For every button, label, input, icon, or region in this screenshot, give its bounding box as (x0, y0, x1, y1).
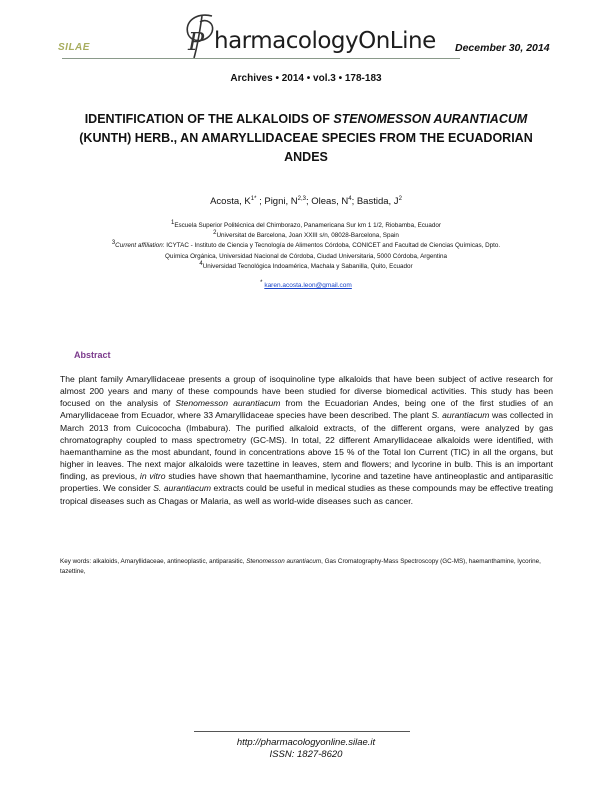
title-species: STENOMESSON AURANTIACUM (333, 112, 528, 126)
author-list (0, 196, 612, 207)
paper-title (70, 110, 542, 167)
journal-header (0, 0, 612, 68)
correspondence-mark: * (260, 279, 263, 286)
affiliation: $^1$Escuela Superior Politécnica del Chimborazo, Panamericana Sur km 1 1/2, Riobamba, Ecuador (170, 219, 442, 229)
silae-logo: SILAE (58, 42, 90, 53)
affiliation: $^4$Universidad Tecnológica Indoamérica, Machala y Sabanilla, Quito, Ecuador (199, 260, 413, 270)
title-text-1: IDENTIFICATION OF THE ALKALOIDS OF (84, 112, 334, 126)
footer-url[interactable]: http://pharmacologyonline.silae.it (236, 737, 376, 748)
correspondence (0, 279, 612, 289)
title-text-2: (KUNTH) HERB., AN AMARYLLIDACEAE SPECIES FROM THE ECUADORIAN ANDES (79, 131, 533, 164)
affiliation: $^3$Current affiliation: ICYTAC - Instituto de Ciencia y Tecnología de Alimentos Córdoba, CONICET and Facultad de Ciencias Químicas, Dpto. (111, 240, 501, 250)
author: Pigni, N$^{2,3}$; (264, 195, 312, 207)
header-divider (62, 58, 460, 59)
journal-logo-text: harmacologyOnLine (214, 28, 436, 54)
keywords: Key words: alkaloids, Amaryllidaceae, antineoplastic, antiparasitic, Stenomesson aurantiacum, Gas Cromatography-Mass Spectroscopy (GC-MS), haemanthamine, lycorine, tazettine, (60, 558, 541, 575)
author: Bastida, $J^2$ (356, 195, 402, 207)
abstract-heading: Abstract (74, 350, 111, 360)
author: Oleas, $N^4$; (311, 195, 357, 207)
archives-line: Archives • 2014 • vol.3 • 178-183 (230, 73, 382, 84)
logo-initial: P (188, 28, 205, 56)
author: Acosta, $K^{1*}$ ; (210, 195, 265, 207)
abstract-body: The plant family Amaryllidaceae presents a group of isoquinoline type alkaloids that have been subject of active research for almost 200 years and many of these compounds have been studied for diverse biomedical activities. This study has been focused on the analysis of Stenomesson aurantiacum from the Ecuadorian Andes, being one of the first studies of an Amaryllidaceae from Ecuador, where 33 Amaryllidaceae species have been described. The plant S. aurantiacum was collected in March 2013 from Cuicococha (Imbabura). The purified alkaloid extracts, of the different organs, were analyzed by gas chromatography coupled to mass spectrometry (GC-MS). In total, 22 different Amaryllidaceae alkaloids were identified, with haemanthamine as the most abundant, found in concentrations above 15 % of the Total Ion Current (TIC) in all the organs, but higher in leaves. The next major alkaloids were tazettine in leaves, stem and flowers; and lycorine in bulb. This is an important finding, as previous, in vitro studies have shown that haemanthamine, lycorine and tazetine have antineoplastic and antiparasitic properties. We consider S. aurantiacum extracts could be useful in medical studies as these compounds may be effective treating tropical diseases such as Chagas or Malaria, as well as world-wide diseases such as cancer. (60, 374, 554, 506)
footer-divider (194, 731, 410, 732)
footer-issn: ISSN: 1827-8620 (269, 749, 343, 760)
affiliations (60, 221, 552, 272)
issue-date: December 30, 2014 (455, 42, 550, 54)
email-link[interactable]: karen.acosta.leon@gmail.com (264, 282, 352, 289)
affiliation: $^2$Universitat de Barcelona, Joan XXIII s/n, 08028-Barcelona, Spain (213, 230, 399, 240)
affiliation: Química Orgánica, Universidad Nacional de Córdoba, Ciudad Universitaria, 5000 Córdoba, Argentina (164, 252, 448, 260)
